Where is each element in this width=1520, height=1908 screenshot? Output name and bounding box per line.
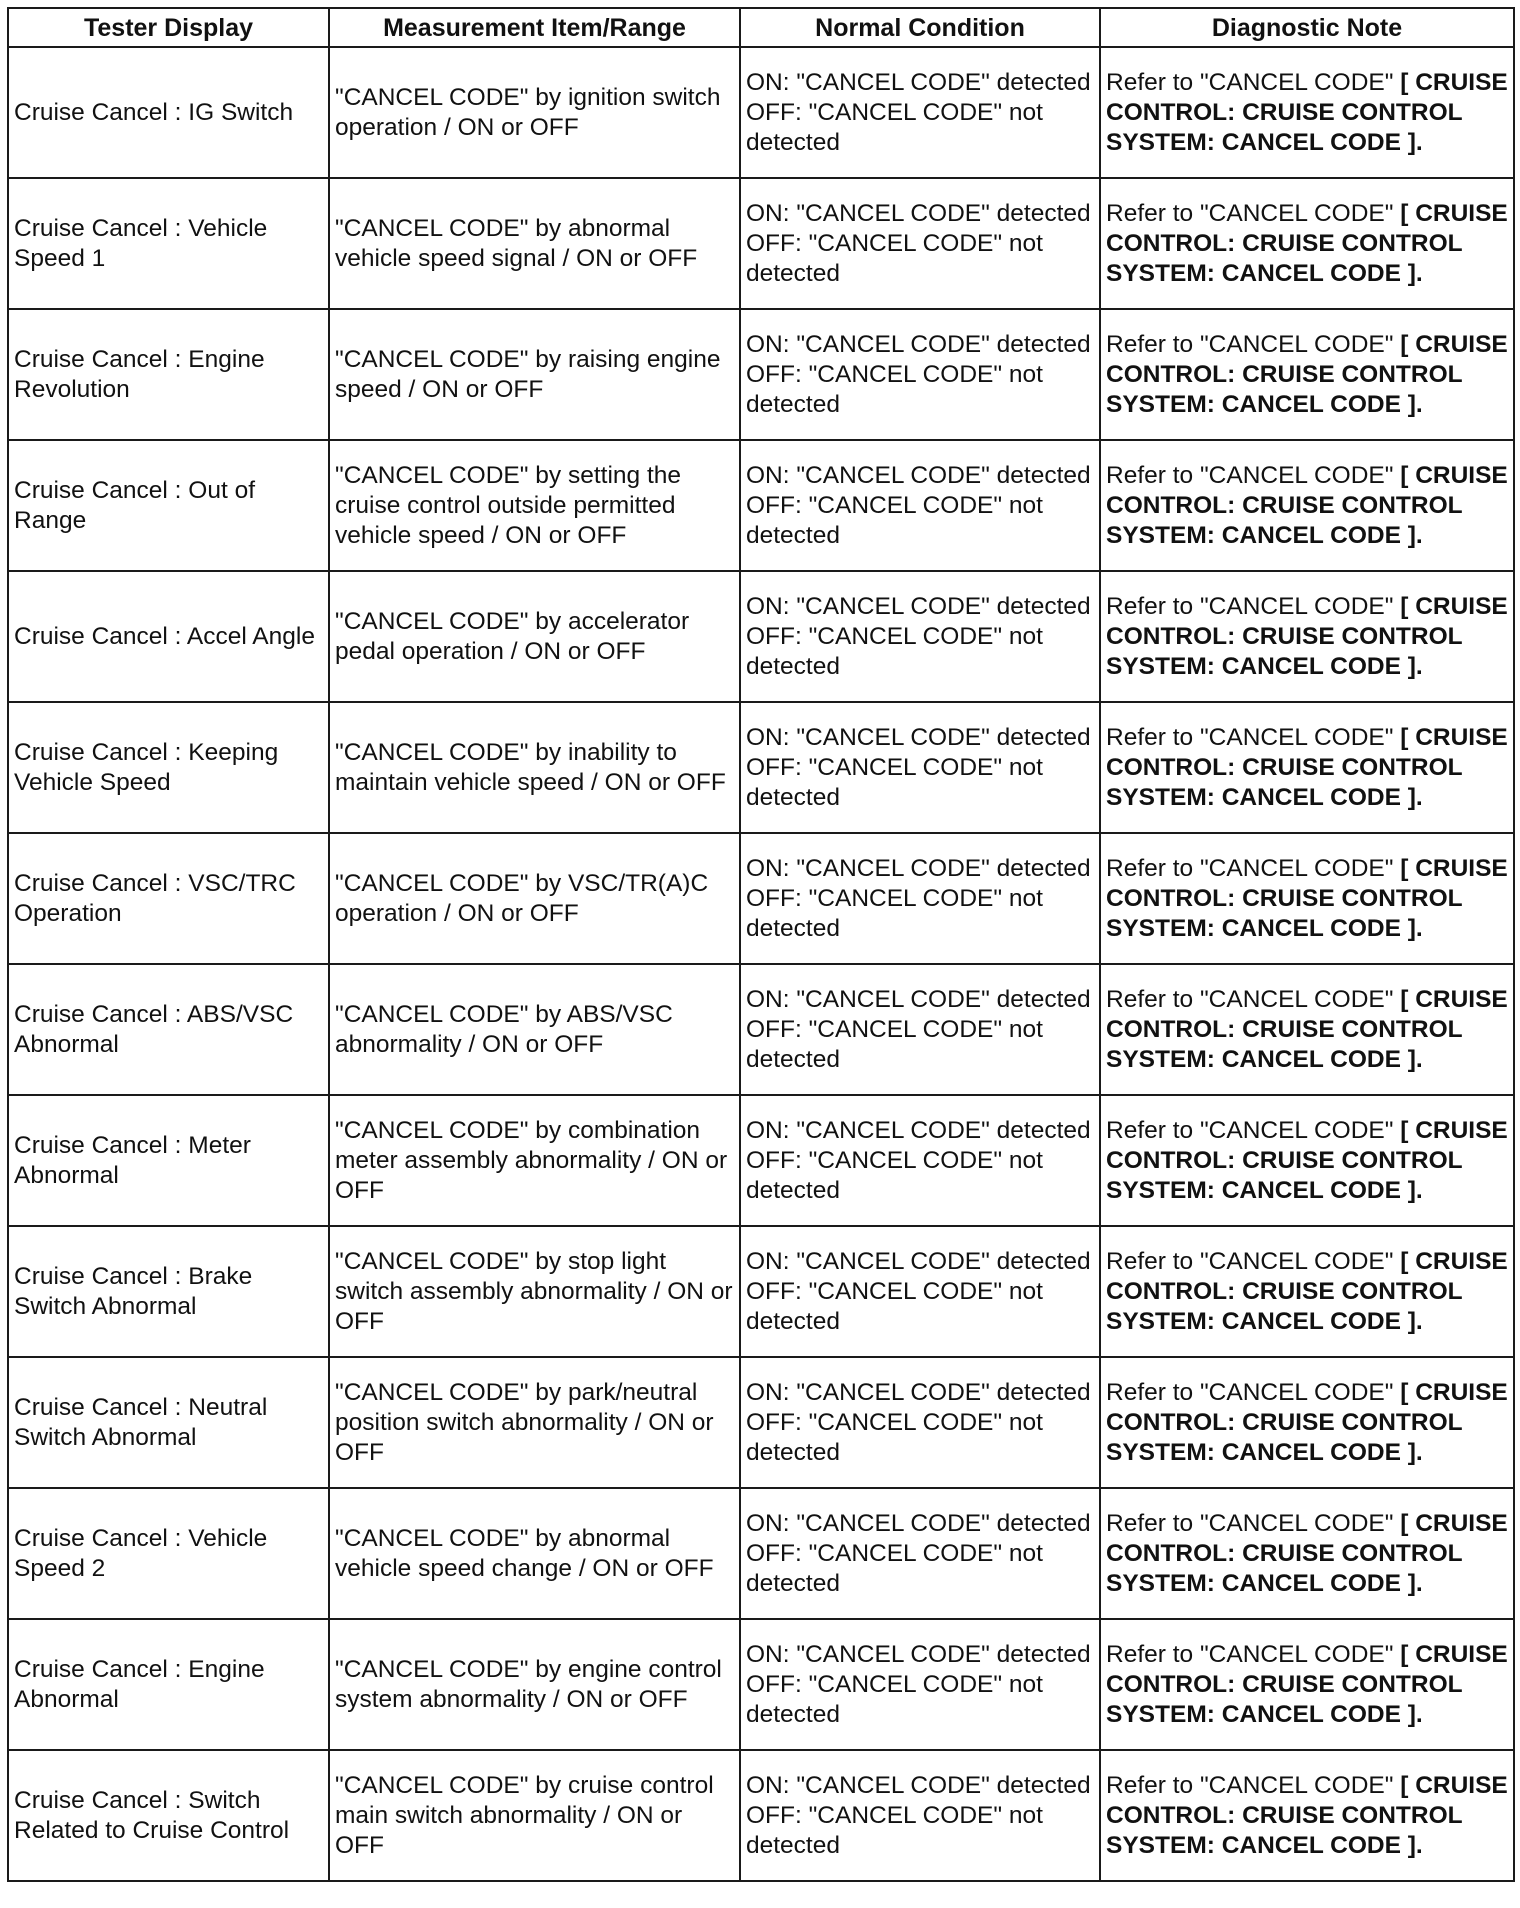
diagnostic-note-cell — [1100, 1619, 1514, 1750]
condition-on-text: ON: "CANCEL CODE" detected — [746, 1640, 1091, 1668]
tester-display-cell: Cruise Cancel : VSC/TRC Operation — [8, 833, 329, 964]
measurement-cell: "CANCEL CODE" by combination meter assembly abnormality / ON or OFF — [329, 1095, 740, 1226]
measurement-cell: "CANCEL CODE" by accelerator pedal operation / ON or OFF — [329, 571, 740, 702]
normal-condition-cell — [740, 702, 1100, 833]
table-header — [8, 8, 1514, 47]
cancel-code-reference-link[interactable]: [ CRUISE CONTROL: CRUISE CONTROL SYSTEM: CANCEL CODE ] — [1106, 68, 1508, 156]
cancel-code-reference-link[interactable]: [ CRUISE CONTROL: CRUISE CONTROL SYSTEM: CANCEL CODE ] — [1106, 461, 1508, 549]
table-row — [8, 1750, 1514, 1881]
diagnostic-note-cell — [1100, 1488, 1514, 1619]
tester-display-cell: Cruise Cancel : Neutral Switch Abnormal — [8, 1357, 329, 1488]
normal-condition-cell — [740, 964, 1100, 1095]
cancel-code-reference-link[interactable]: [ CRUISE CONTROL: CRUISE CONTROL SYSTEM: CANCEL CODE ] — [1106, 1640, 1508, 1728]
header-tester-display: Tester Display — [8, 8, 329, 47]
note-suffix-text: . — [1415, 390, 1423, 418]
normal-condition-cell — [740, 1226, 1100, 1357]
tester-display-cell: Cruise Cancel : Vehicle Speed 2 — [8, 1488, 329, 1619]
diagnostic-note-cell — [1100, 833, 1514, 964]
normal-condition-cell — [740, 1750, 1100, 1881]
diagnostic-note-cell — [1100, 1226, 1514, 1357]
normal-condition-cell — [740, 571, 1100, 702]
condition-on-text: ON: "CANCEL CODE" detected — [746, 592, 1091, 620]
normal-condition-cell — [740, 440, 1100, 571]
diagnostic-note-cell — [1100, 47, 1514, 178]
note-suffix-text: . — [1415, 1569, 1423, 1597]
condition-off-text: OFF: "CANCEL CODE" not detected — [746, 1801, 1043, 1859]
table-row — [8, 571, 1514, 702]
note-suffix-text: . — [1415, 652, 1423, 680]
table-row — [8, 1488, 1514, 1619]
note-suffix-text: . — [1415, 521, 1423, 549]
condition-off-text: OFF: "CANCEL CODE" not detected — [746, 360, 1043, 418]
table-row — [8, 833, 1514, 964]
tester-display-cell: Cruise Cancel : Switch Related to Cruise Control — [8, 1750, 329, 1881]
measurement-cell: "CANCEL CODE" by cruise control main switch abnormality / ON or OFF — [329, 1750, 740, 1881]
measurement-cell: "CANCEL CODE" by abnormal vehicle speed signal / ON or OFF — [329, 178, 740, 309]
note-suffix-text: . — [1415, 128, 1423, 156]
measurement-cell: "CANCEL CODE" by engine control system abnormality / ON or OFF — [329, 1619, 740, 1750]
measurement-cell: "CANCEL CODE" by stop light switch assembly abnormality / ON or OFF — [329, 1226, 740, 1357]
condition-off-text: OFF: "CANCEL CODE" not detected — [746, 1670, 1043, 1728]
note-prefix-text: Refer to "CANCEL CODE" — [1106, 723, 1394, 751]
condition-on-text: ON: "CANCEL CODE" detected — [746, 461, 1091, 489]
note-prefix-text: Refer to "CANCEL CODE" — [1106, 461, 1394, 489]
cancel-code-reference-link[interactable]: [ CRUISE CONTROL: CRUISE CONTROL SYSTEM: CANCEL CODE ] — [1106, 723, 1508, 811]
condition-on-text: ON: "CANCEL CODE" detected — [746, 723, 1091, 751]
note-suffix-text: . — [1415, 1045, 1423, 1073]
diagnostic-note-cell — [1100, 964, 1514, 1095]
measurement-cell: "CANCEL CODE" by ABS/VSC abnormality / ON or OFF — [329, 964, 740, 1095]
condition-on-text: ON: "CANCEL CODE" detected — [746, 854, 1091, 882]
tester-display-cell: Cruise Cancel : Vehicle Speed 1 — [8, 178, 329, 309]
diagnostic-table — [7, 7, 1515, 1882]
condition-off-text: OFF: "CANCEL CODE" not detected — [746, 884, 1043, 942]
note-prefix-text: Refer to "CANCEL CODE" — [1106, 1771, 1394, 1799]
measurement-cell: "CANCEL CODE" by inability to maintain vehicle speed / ON or OFF — [329, 702, 740, 833]
tester-display-cell: Cruise Cancel : IG Switch — [8, 47, 329, 178]
table-row — [8, 309, 1514, 440]
table-row — [8, 440, 1514, 571]
note-prefix-text: Refer to "CANCEL CODE" — [1106, 854, 1394, 882]
table-row — [8, 1226, 1514, 1357]
note-suffix-text: . — [1415, 1307, 1423, 1335]
normal-condition-cell — [740, 1095, 1100, 1226]
condition-on-text: ON: "CANCEL CODE" detected — [746, 68, 1091, 96]
cancel-code-reference-link[interactable]: [ CRUISE CONTROL: CRUISE CONTROL SYSTEM: CANCEL CODE ] — [1106, 592, 1508, 680]
table-row — [8, 1095, 1514, 1226]
note-prefix-text: Refer to "CANCEL CODE" — [1106, 199, 1394, 227]
condition-off-text: OFF: "CANCEL CODE" not detected — [746, 753, 1043, 811]
note-prefix-text: Refer to "CANCEL CODE" — [1106, 68, 1394, 96]
note-prefix-text: Refer to "CANCEL CODE" — [1106, 330, 1394, 358]
tester-display-cell: Cruise Cancel : Engine Revolution — [8, 309, 329, 440]
condition-on-text: ON: "CANCEL CODE" detected — [746, 985, 1091, 1013]
note-prefix-text: Refer to "CANCEL CODE" — [1106, 592, 1394, 620]
note-prefix-text: Refer to "CANCEL CODE" — [1106, 1116, 1394, 1144]
table-row — [8, 964, 1514, 1095]
condition-off-text: OFF: "CANCEL CODE" not detected — [746, 1408, 1043, 1466]
tester-display-cell: Cruise Cancel : Out of Range — [8, 440, 329, 571]
note-prefix-text: Refer to "CANCEL CODE" — [1106, 1247, 1394, 1275]
table-row — [8, 178, 1514, 309]
normal-condition-cell — [740, 1619, 1100, 1750]
note-prefix-text: Refer to "CANCEL CODE" — [1106, 1509, 1394, 1537]
cancel-code-reference-link[interactable]: [ CRUISE CONTROL: CRUISE CONTROL SYSTEM: CANCEL CODE ] — [1106, 1116, 1508, 1204]
normal-condition-cell — [740, 178, 1100, 309]
condition-on-text: ON: "CANCEL CODE" detected — [746, 1116, 1091, 1144]
condition-off-text: OFF: "CANCEL CODE" not detected — [746, 1277, 1043, 1335]
cancel-code-reference-link[interactable]: [ CRUISE CONTROL: CRUISE CONTROL SYSTEM: CANCEL CODE ] — [1106, 330, 1508, 418]
header-normal-condition: Normal Condition — [740, 8, 1100, 47]
table-body — [8, 47, 1514, 1881]
table-row — [8, 1357, 1514, 1488]
diagnostic-note-cell — [1100, 702, 1514, 833]
cancel-code-reference-link[interactable]: [ CRUISE CONTROL: CRUISE CONTROL SYSTEM: CANCEL CODE ] — [1106, 985, 1508, 1073]
note-suffix-text: . — [1415, 1700, 1423, 1728]
cancel-code-reference-link[interactable]: [ CRUISE CONTROL: CRUISE CONTROL SYSTEM: CANCEL CODE ] — [1106, 1247, 1508, 1335]
note-prefix-text: Refer to "CANCEL CODE" — [1106, 985, 1394, 1013]
measurement-cell: "CANCEL CODE" by ignition switch operation / ON or OFF — [329, 47, 740, 178]
condition-off-text: OFF: "CANCEL CODE" not detected — [746, 98, 1043, 156]
diagnostic-note-cell — [1100, 178, 1514, 309]
measurement-cell: "CANCEL CODE" by abnormal vehicle speed change / ON or OFF — [329, 1488, 740, 1619]
condition-off-text: OFF: "CANCEL CODE" not detected — [746, 229, 1043, 287]
normal-condition-cell — [740, 309, 1100, 440]
condition-on-text: ON: "CANCEL CODE" detected — [746, 199, 1091, 227]
table-row — [8, 1619, 1514, 1750]
diagnostic-note-cell — [1100, 1357, 1514, 1488]
normal-condition-cell — [740, 833, 1100, 964]
tester-display-cell: Cruise Cancel : Accel Angle — [8, 571, 329, 702]
note-suffix-text: . — [1415, 783, 1423, 811]
condition-off-text: OFF: "CANCEL CODE" not detected — [746, 1539, 1043, 1597]
normal-condition-cell — [740, 1357, 1100, 1488]
tester-display-cell: Cruise Cancel : ABS/VSC Abnormal — [8, 964, 329, 1095]
header-row — [8, 8, 1514, 47]
tester-display-cell: Cruise Cancel : Meter Abnormal — [8, 1095, 329, 1226]
note-suffix-text: . — [1415, 914, 1423, 942]
normal-condition-cell — [740, 1488, 1100, 1619]
note-prefix-text: Refer to "CANCEL CODE" — [1106, 1378, 1394, 1406]
note-suffix-text: . — [1415, 259, 1423, 287]
diagnostic-note-cell — [1100, 309, 1514, 440]
note-suffix-text: . — [1415, 1176, 1423, 1204]
condition-off-text: OFF: "CANCEL CODE" not detected — [746, 1146, 1043, 1204]
condition-off-text: OFF: "CANCEL CODE" not detected — [746, 622, 1043, 680]
tester-display-cell: Cruise Cancel : Keeping Vehicle Speed — [8, 702, 329, 833]
measurement-cell: "CANCEL CODE" by VSC/TR(A)C operation / ON or OFF — [329, 833, 740, 964]
note-prefix-text: Refer to "CANCEL CODE" — [1106, 1640, 1394, 1668]
tester-display-cell: Cruise Cancel : Engine Abnormal — [8, 1619, 329, 1750]
cancel-code-reference-link[interactable]: [ CRUISE CONTROL: CRUISE CONTROL SYSTEM: CANCEL CODE ] — [1106, 1771, 1508, 1859]
measurement-cell: "CANCEL CODE" by setting the cruise control outside permitted vehicle speed / ON or OFF — [329, 440, 740, 571]
diagnostic-note-cell — [1100, 440, 1514, 571]
condition-on-text: ON: "CANCEL CODE" detected — [746, 1247, 1091, 1275]
condition-off-text: OFF: "CANCEL CODE" not detected — [746, 1015, 1043, 1073]
diagnostic-note-cell — [1100, 571, 1514, 702]
condition-on-text: ON: "CANCEL CODE" detected — [746, 1771, 1091, 1799]
cancel-code-reference-link[interactable]: [ CRUISE CONTROL: CRUISE CONTROL SYSTEM: CANCEL CODE ] — [1106, 1378, 1508, 1466]
cancel-code-reference-link[interactable]: [ CRUISE CONTROL: CRUISE CONTROL SYSTEM: CANCEL CODE ] — [1106, 199, 1508, 287]
measurement-cell: "CANCEL CODE" by park/neutral position switch abnormality / ON or OFF — [329, 1357, 740, 1488]
note-suffix-text: . — [1415, 1831, 1423, 1859]
header-diagnostic-note: Diagnostic Note — [1100, 8, 1514, 47]
condition-on-text: ON: "CANCEL CODE" detected — [746, 330, 1091, 358]
diagnostic-note-cell — [1100, 1750, 1514, 1881]
tester-display-cell: Cruise Cancel : Brake Switch Abnormal — [8, 1226, 329, 1357]
condition-on-text: ON: "CANCEL CODE" detected — [746, 1378, 1091, 1406]
header-measurement-item: Measurement Item/Range — [329, 8, 740, 47]
measurement-cell: "CANCEL CODE" by raising engine speed / ON or OFF — [329, 309, 740, 440]
note-suffix-text: . — [1415, 1438, 1423, 1466]
condition-off-text: OFF: "CANCEL CODE" not detected — [746, 491, 1043, 549]
table-row — [8, 702, 1514, 833]
cancel-code-reference-link[interactable]: [ CRUISE CONTROL: CRUISE CONTROL SYSTEM: CANCEL CODE ] — [1106, 854, 1508, 942]
condition-on-text: ON: "CANCEL CODE" detected — [746, 1509, 1091, 1537]
table-row — [8, 47, 1514, 178]
cancel-code-reference-link[interactable]: [ CRUISE CONTROL: CRUISE CONTROL SYSTEM: CANCEL CODE ] — [1106, 1509, 1508, 1597]
normal-condition-cell — [740, 47, 1100, 178]
diagnostic-note-cell — [1100, 1095, 1514, 1226]
